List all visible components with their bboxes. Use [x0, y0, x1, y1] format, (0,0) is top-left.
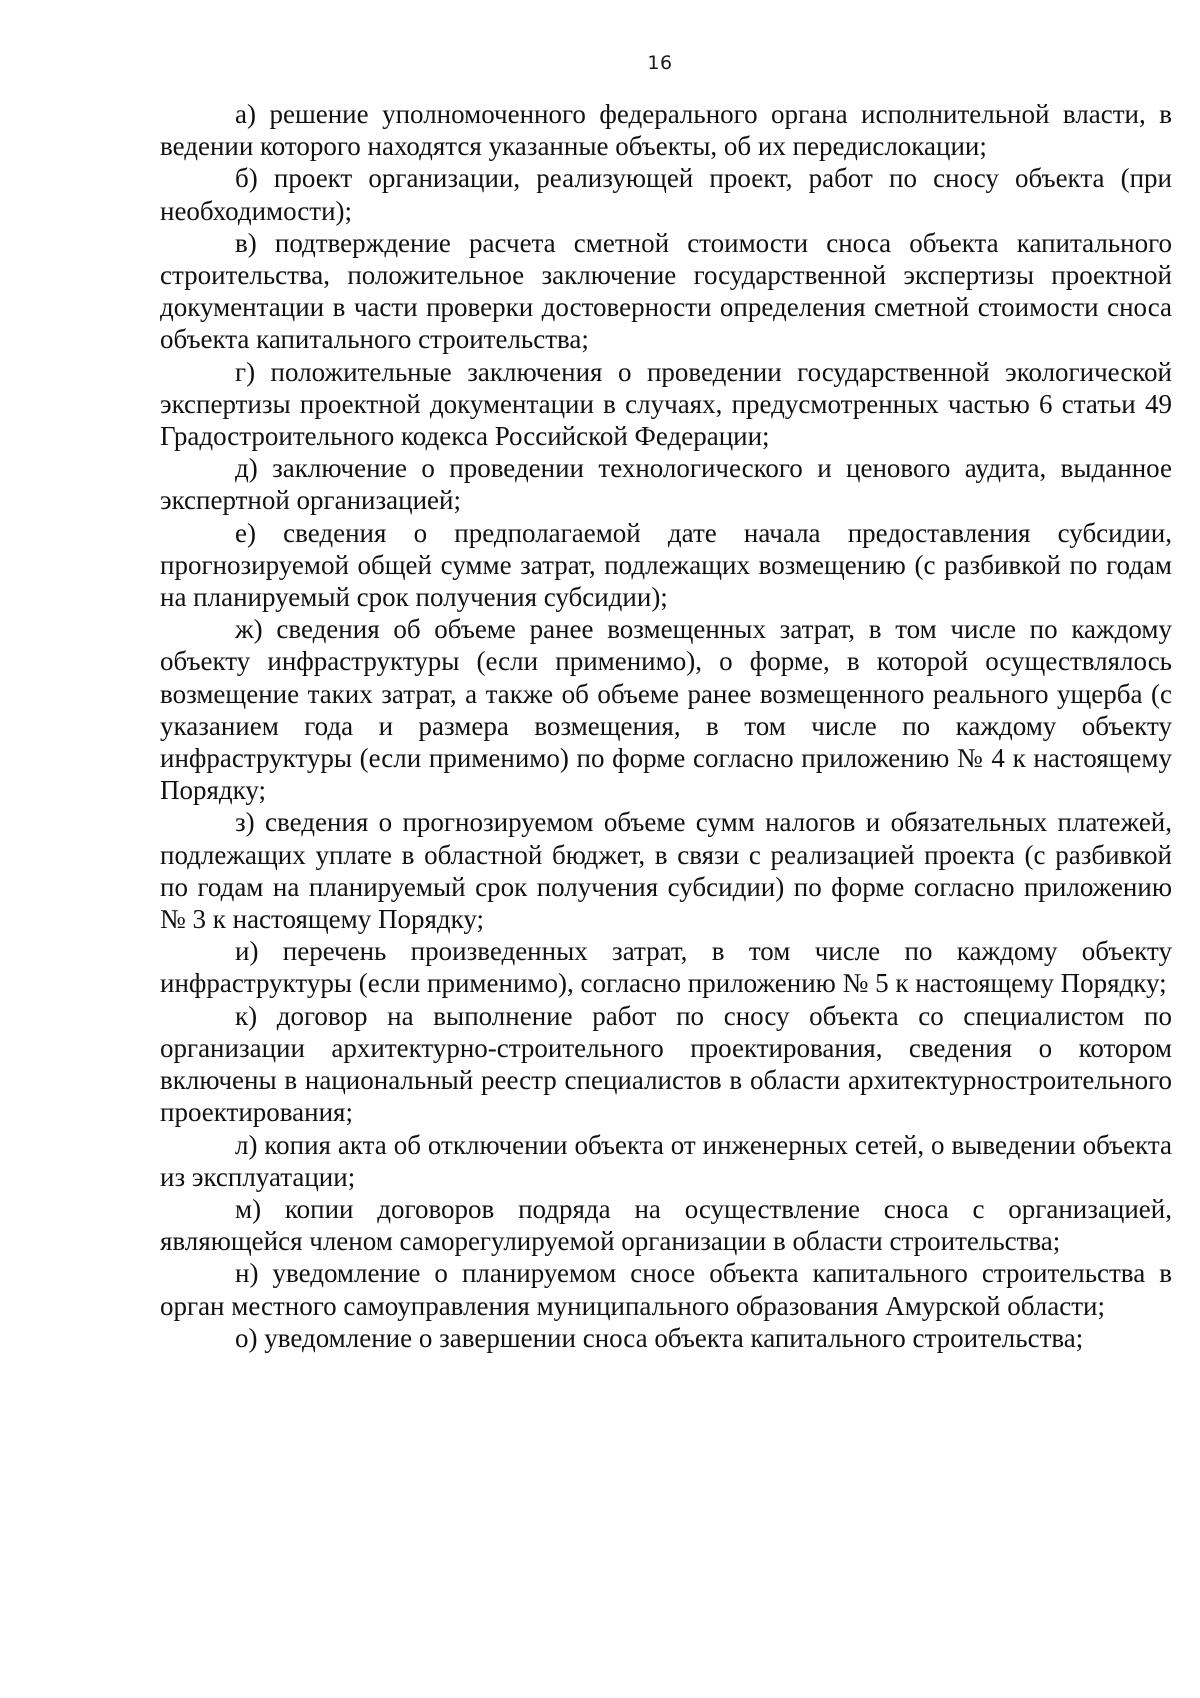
list-item-g: г) положительные заключения о проведении государственной экологической экспертизы проектной документации в случаях, предусмотренных частью 6 статьи 49 Градостроительного кодекса Российской Федерации;: [160, 356, 1172, 452]
list-item-v: в) подтверждение расчета сметной стоимости сноса объекта капитального строительства, положительное заключение государственной экспертизы проектной документации в части проверки достоверности определения сметной стоимости сноса объекта капитального строительства;: [160, 227, 1172, 355]
list-item-d: д) заключение о проведении технологического и ценового аудита, выданное экспертной организацией;: [160, 453, 1172, 516]
list-item-m: м) копии договоров подряда на осуществление сноса с организацией, являющейся членом саморегулируемой организации в области строительства;: [160, 1193, 1172, 1257]
list-item-l: л) копия акта об отключении объекта от инженерных сетей, о выведении объекта из эксплуатации;: [160, 1129, 1172, 1192]
list-item-o: о) уведомление о завершении сноса объекта капитального строительства;: [235, 1322, 1084, 1353]
document-body: [160, 98, 1172, 1354]
list-item-a: а) решение уполномоченного федерального органа исполнительной власти, в ведении которого находятся указанные объекты, об их передислокации;: [160, 99, 1172, 162]
list-item-k: к) договор на выполнение работ по сносу объекта со специалистом по организации архитектурно-строительного проектирования, сведения о котором включены в национальный реестр специалистов в области архитектурностроительного проектирования;: [160, 1000, 1172, 1128]
list-item-b: б) проект организации, реализующей проект, работ по сносу объекта (при необходимости);: [160, 163, 1172, 226]
page-number: 16: [647, 52, 673, 74]
list-item-e: е) сведения о предполагаемой дате начала предоставления субсидии, прогнозируемой общей сумме затрат, подлежащих возмещению (с разбивкой по годам на планируемый срок получения субсидии);: [160, 517, 1172, 613]
list-item-i: и) перечень произведенных затрат, в том числе по каждому объекту инфраструктуры (если применимо), согласно приложению № 5 к настоящему Порядку;: [160, 936, 1172, 999]
list-item-zh: ж) сведения об объеме ранее возмещенных затрат, в том числе по каждому объекту инфраструктуры (если применимо), о форме, в которой осуществлялось возмещение таких затрат, а также об объеме ранее возмещенного реального ущерба (с указанием года и размера возмещения, в том числе по каждому объекту инфраструктуры (если применимо) по форме согласно приложению № 4 к настоящему Порядку;: [160, 614, 1172, 806]
list-item-n: н) уведомление о планируемом сносе объекта капитального строительства в орган местного самоуправления муниципального образования Амурской области;: [160, 1258, 1172, 1321]
list-item-z: з) сведения о прогнозируемом объеме сумм налогов и обязательных платежей, подлежащих уплате в областной бюджет, в связи с реализацией проекта (с разбивкой по годам на планируемый срок получения субсидии) по форме согласно приложению № 3 к настоящему Порядку;: [160, 807, 1172, 935]
